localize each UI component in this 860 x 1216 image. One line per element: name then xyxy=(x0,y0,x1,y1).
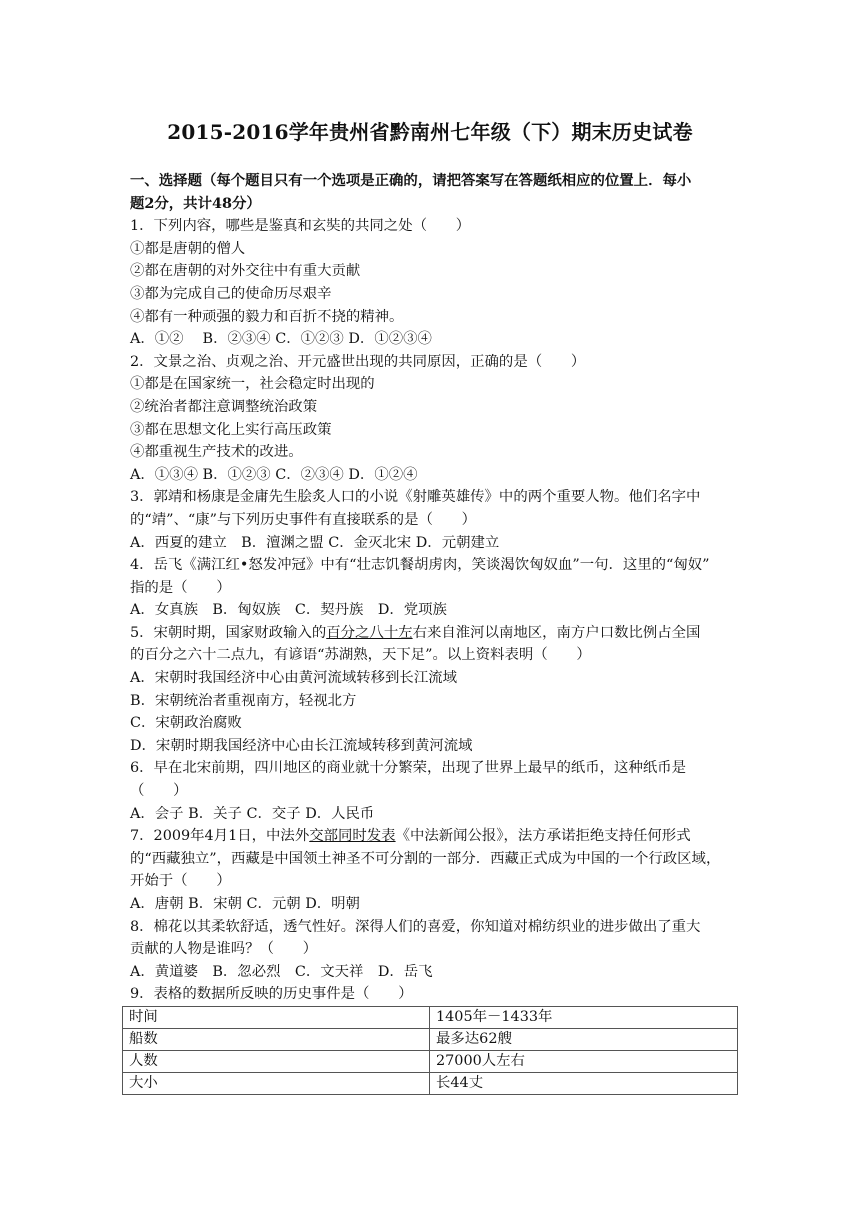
question-5-stem-line2: 的百分之六十二点九，有谚语“苏湖熟，天下足”。以上资料表明（ ） xyxy=(130,647,591,664)
exam-title: 2015-2016学年贵州省黔南州七年级（下）期末历史试卷 xyxy=(167,120,693,144)
table-cell: 1405年－1433年 xyxy=(430,1007,738,1029)
question-2-item-3: ③都在思想文化上实行高压政策 xyxy=(130,421,332,438)
question-1-item-4: ④都有一种顽强的毅力和百折不挠的精神。 xyxy=(130,308,404,325)
table-row xyxy=(123,1073,738,1095)
question-4-stem-line2: 指的是（ ） xyxy=(130,579,231,596)
question-2-item-1: ①都是在国家统一，社会稳定时出现的 xyxy=(130,376,375,393)
question-2-item-2: ②统治者都注意调整统治政策 xyxy=(130,398,318,415)
question-5-option-d: D．宋朝时期我国经济中心由长江流域转移到黄河流域 xyxy=(130,737,473,754)
table-row xyxy=(123,1029,738,1051)
question-3-stem-line2: 的“靖”、“康”与下列历史事件有直接联系的是（ ） xyxy=(130,511,477,528)
section-heading-line1: 一、选择题（每个题目只有一个选项是正确的，请把答案写在答题纸相应的位置上．每小 xyxy=(130,172,692,189)
question-6-choices: A．会子 B．关子 C．交子 D．人民币 xyxy=(130,805,375,822)
question-6-stem-line1: 6．早在北宋前期，四川地区的商业就十分繁荣，出现了世界上最早的纸币，这种纸币是 xyxy=(130,760,687,777)
table-cell: 长44丈 xyxy=(430,1073,738,1095)
question-1-choices: A．①② B．②③④ C．①②③ D．①②③④ xyxy=(130,331,432,348)
table-row xyxy=(123,1051,738,1073)
question-5-stem-text-b: 右来自淮河以南地区，南方户口数比例占全国 xyxy=(412,624,701,641)
question-7-stem-text-a: 7．2009年4月1日，中法外 xyxy=(130,828,310,845)
question-6-stem-line2: （ ） xyxy=(130,783,188,800)
table-cell: 船数 xyxy=(123,1029,430,1051)
question-1-stem: 1．下列内容，哪些是鉴真和玄奘的共同之处（ ） xyxy=(130,218,471,235)
question-3-stem-line1: 3．郭靖和杨康是金庸先生脍炙人口的小说《射雕英雄传》中的两个重要人物。他们名字中 xyxy=(130,489,701,506)
table-cell: 人数 xyxy=(123,1051,430,1073)
question-5-stem-text-a: 5．宋朝时期，国家财政输入的 xyxy=(130,624,327,641)
question-5-option-b: B．宋朝统治者重视南方，轻视北方 xyxy=(130,692,357,709)
question-8-stem-line2: 贡献的人物是谁吗？（ ） xyxy=(130,941,318,958)
table-cell: 最多达62艘 xyxy=(430,1029,738,1051)
question-1-item-2: ②都在唐朝的对外交往中有重大贡献 xyxy=(130,263,361,280)
question-9-stem: 9．表格的数据所反映的历史事件是（ ） xyxy=(130,986,413,1003)
question-7-stem-line1 xyxy=(130,825,740,848)
voyage-data-table xyxy=(122,1006,738,1095)
question-8-choices: A．黄道婆 B．忽必烈 C．文天祥 D．岳飞 xyxy=(130,963,433,980)
table-row xyxy=(123,1007,738,1029)
table-cell: 27000人左右 xyxy=(430,1051,738,1073)
question-7-stem-line3: 开始于（ ） xyxy=(130,873,231,890)
question-1-item-3: ③都为完成自己的使命历尽艰辛 xyxy=(130,285,332,302)
question-1-item-1: ①都是唐朝的僧人 xyxy=(130,240,246,257)
question-2-item-4: ④都重视生产技术的改进。 xyxy=(130,444,303,461)
question-5-option-c: C．宋朝政治腐败 xyxy=(130,715,242,732)
question-7-underlined-text: 交部同时发表 xyxy=(309,828,396,845)
question-3-choices: A．西夏的建立 B．澶渊之盟 C．金灭北宋 D．元朝建立 xyxy=(130,534,500,551)
question-4-stem-line1: 4．岳飞《满江红•怒发冲冠》中有“壮志饥餐胡虏肉，笑谈渴饮匈奴血”一句．这里的“匈奴” xyxy=(130,557,710,574)
question-5-underlined-text: 百分之八十左 xyxy=(326,624,413,641)
question-2-stem: 2．文景之治、贞观之治、开元盛世出现的共同原因，正确的是（ ） xyxy=(130,353,586,370)
section-heading-line2: 题2分，共计48分） xyxy=(130,194,261,212)
question-4-choices: A．女真族 B．匈奴族 C．契丹族 D．党项族 xyxy=(130,602,447,619)
question-7-choices: A．唐朝 B．宋朝 C．元朝 D．明朝 xyxy=(130,896,360,912)
question-8-stem-line1: 8．棉花以其柔软舒适，透气性好。深得人们的喜爱，你知道对棉纺织业的进步做出了重大 xyxy=(130,918,701,935)
question-7-stem-text-b: 《中法新闻公报》，法方承诺拒绝支持任何形式 xyxy=(395,828,691,845)
table-cell: 大小 xyxy=(123,1073,430,1095)
question-5-option-a: A．宋朝时我国经济中心由黄河流域转移到长江流域 xyxy=(130,670,457,687)
question-5-stem-line1 xyxy=(130,622,740,645)
table-cell: 时间 xyxy=(123,1007,430,1029)
exam-content xyxy=(130,170,740,1006)
question-2-choices: A．①③④ B．①②③ C．②③④ D．①②④ xyxy=(130,466,418,483)
question-7-stem-line2: 的“西藏独立”，西藏是中国领土神圣不可分割的一部分．西藏正式成为中国的一个行政区域， xyxy=(130,850,721,867)
